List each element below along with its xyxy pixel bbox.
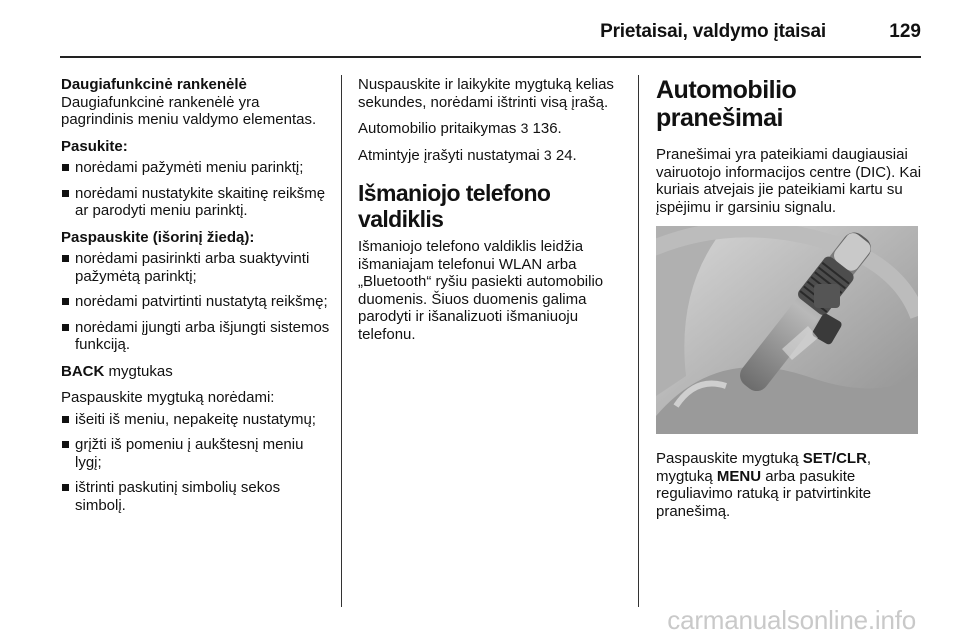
- back-list: [61, 411, 333, 515]
- paragraph: Paspauskite mygtuką norėdami:: [61, 389, 275, 406]
- turn-list: [61, 159, 333, 220]
- menu-label: MENU: [716, 467, 762, 485]
- list-item: norėdami pažymėti meniu parinktį;: [61, 159, 333, 177]
- page-number: 129: [889, 21, 921, 42]
- cross-reference: [358, 120, 628, 138]
- reference-page[interactable]: 24.: [555, 146, 577, 164]
- reference-text: Atmintyje įrašyti nustatymai: [358, 146, 544, 164]
- list-item: išeiti iš meniu, nepakeitę nustatymų;: [61, 411, 333, 429]
- press-list: [61, 250, 333, 354]
- paragraph: Išmaniojo telefono valdiklis leidžia išmaniajam telefonui WLAN arba „Bluetooth“ ryšiu pasiekti automobilio duomenis. Šiuos duomenis galima parodyti ir išanalizuoti išmaniuoju telefonu.: [358, 238, 604, 343]
- caption-text: Paspauskite mygtuką: [656, 450, 803, 467]
- cross-reference: [358, 147, 628, 165]
- section-heading: Daugiafunkcinė rankenėlė: [61, 76, 247, 93]
- header-rule: [60, 56, 921, 58]
- caption-text: arba pasukite reguliavimo ratuką ir patvirtinkite pranešimą.: [656, 467, 872, 520]
- page-ref-arrow-icon: 3: [520, 120, 529, 136]
- column-left: [61, 76, 333, 523]
- back-suffix: mygtukas: [104, 362, 173, 380]
- watermark-url: carmanualsonline.info: [667, 605, 916, 635]
- list-item: norėdami patvirtinti nustatytą reikšmę;: [61, 293, 333, 311]
- list-item: norėdami pasirinkti arba suaktyvinti pažymėtą parinktį;: [61, 250, 333, 285]
- section-heading: Automobilio pranešimai: [656, 76, 797, 132]
- reference-text: Automobilio pritaikymas: [358, 120, 521, 137]
- list-item: norėdami nustatykite skaitinę reikšmę ar parodyti meniu parinktį.: [61, 185, 333, 220]
- list-item: grįžti iš pomeniu į aukštesnį meniu lygį;: [61, 436, 333, 471]
- subheading-turn: Pasukite:: [61, 137, 128, 155]
- list-item: norėdami įjungti arba išjungti sistemos funkciją.: [61, 319, 333, 354]
- page-ref-arrow-icon: 3: [543, 146, 552, 163]
- setclr-label: SET/CLR: [802, 450, 867, 467]
- reference-page[interactable]: 136.: [532, 120, 562, 137]
- paragraph: Nuspauskite ir laikykite mygtuką kelias sekundes, norėdami ištrinti visą įrašą.: [358, 76, 614, 111]
- back-heading: [61, 363, 333, 381]
- figure-caption: [656, 450, 926, 520]
- back-label: BACK: [61, 362, 105, 380]
- list-item: ištrinti paskutinį simbolių sekos simbolį.: [61, 479, 333, 514]
- steering-stalk-photo: [656, 226, 918, 434]
- column-middle: [358, 76, 628, 352]
- caption-text: , mygtuką: [656, 450, 872, 485]
- paragraph: Pranešimai yra pateikiami daugiausiai vairuotojo informacijos centre (DIC). Kai kuriais atvejais jie pateikiami kartu su įspėjimu ir garsiniu signalu.: [656, 146, 922, 216]
- column-right: [656, 76, 926, 529]
- column-divider: [638, 75, 639, 607]
- page-title: Prietaisai, valdymo įtaisai: [600, 21, 826, 42]
- column-divider: [341, 75, 342, 607]
- subheading-press: Paspauskite (išorinį žiedą):: [61, 228, 255, 246]
- section-heading: Išmaniojo telefono valdiklis: [358, 180, 551, 232]
- paragraph: Daugiafunkcinė rankenėlė yra pagrindinis meniu valdymo elementas.: [61, 93, 317, 128]
